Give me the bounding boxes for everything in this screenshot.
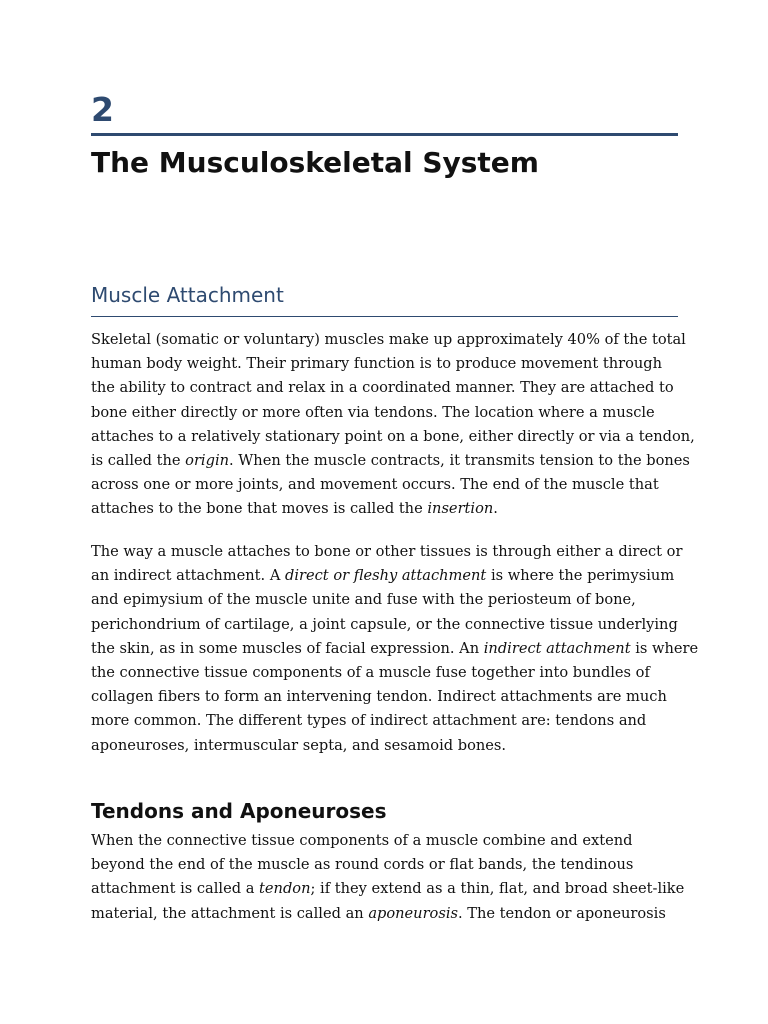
text-line: When the connective tissue components of a muscle combine and extend — [91, 832, 633, 849]
text-line — [91, 637, 699, 661]
text-line: aponeuroses, intermuscular septa, and sesamoid bones. — [91, 736, 507, 754]
text-line — [91, 902, 686, 926]
text-line: attaches to a relatively stationary point on a bone, either directly or via a tendon, — [91, 427, 695, 445]
text-line: Skeletal (somatic or voluntary) muscles make up approximately 40% of the total — [91, 331, 686, 348]
text-run: is where the perimysium — [486, 567, 675, 585]
text-line: beyond the end of the muscle as round cords or flat bands, the tendinous — [91, 856, 634, 874]
text-line: the connective tissue components of a muscle fuse together into bundles of — [91, 664, 650, 682]
text-line: The way a muscle attaches to bone or other tissues is through either a direct or — [91, 543, 683, 560]
text-line — [91, 877, 686, 901]
text-line: across one or more joints, and movement occurs. The end of the muscle that — [91, 476, 659, 494]
text-run: . — [493, 500, 498, 518]
chapter-title: The Musculoskeletal System — [91, 146, 539, 179]
text-line — [91, 497, 686, 521]
text-line: collagen fibers to form an intervening tendon. Indirect attachments are much — [91, 688, 667, 706]
text-run: attaches to the bone that moves is called the — [91, 500, 428, 518]
text-line: the ability to contract and relax in a coordinated manner. They are attached to — [91, 379, 674, 397]
term-indirect-attachment: indirect attachment — [483, 639, 631, 657]
text-line — [91, 564, 686, 588]
text-line: human body weight. Their primary function is to produce movement through — [91, 355, 663, 373]
text-line: more common. The different types of indirect attachment are: tendons and — [91, 712, 647, 730]
section-divider — [91, 316, 678, 317]
paragraph-tendons-aponeuroses — [91, 829, 686, 926]
term-origin: origin — [185, 452, 230, 470]
text-run: attachment is called a — [91, 880, 260, 898]
text-line: perichondrium of cartilage, a joint capsule, or the connective tissue underlying — [91, 615, 678, 633]
text-run: . The tendon or aponeurosis — [457, 904, 666, 922]
text-run: . When the muscle contracts, it transmits tension to the bones — [229, 452, 690, 470]
text-line: and epimysium of the muscle unite and fuse with the periosteum of bone, — [91, 591, 636, 609]
text-run: an indirect attachment. A — [91, 567, 286, 585]
text-run: is called the — [91, 452, 186, 470]
term-aponeurosis: aponeurosis — [368, 904, 458, 922]
paragraph-muscle-attachment-2 — [91, 540, 699, 758]
text-line — [91, 449, 690, 473]
chapter-divider — [91, 133, 678, 136]
text-run: is where — [630, 639, 699, 657]
section-heading: Muscle Attachment — [91, 283, 284, 307]
text-run: the skin, as in some muscles of facial expression. An — [91, 639, 484, 657]
text-line: bone either directly or more often via tendons. The location where a muscle — [91, 403, 655, 421]
term-direct-attachment: direct or fleshy attachment — [285, 567, 487, 585]
subsection-heading: Tendons and Aponeuroses — [91, 799, 387, 823]
paragraph-muscle-attachment-1 — [91, 328, 695, 522]
term-insertion: insertion — [427, 500, 494, 518]
chapter-number: 2 — [91, 90, 114, 129]
text-run: ; if they extend as a thin, flat, and broad sheet-like — [310, 880, 685, 898]
term-tendon: tendon — [259, 880, 311, 898]
text-run: material, the attachment is called an — [91, 904, 369, 922]
